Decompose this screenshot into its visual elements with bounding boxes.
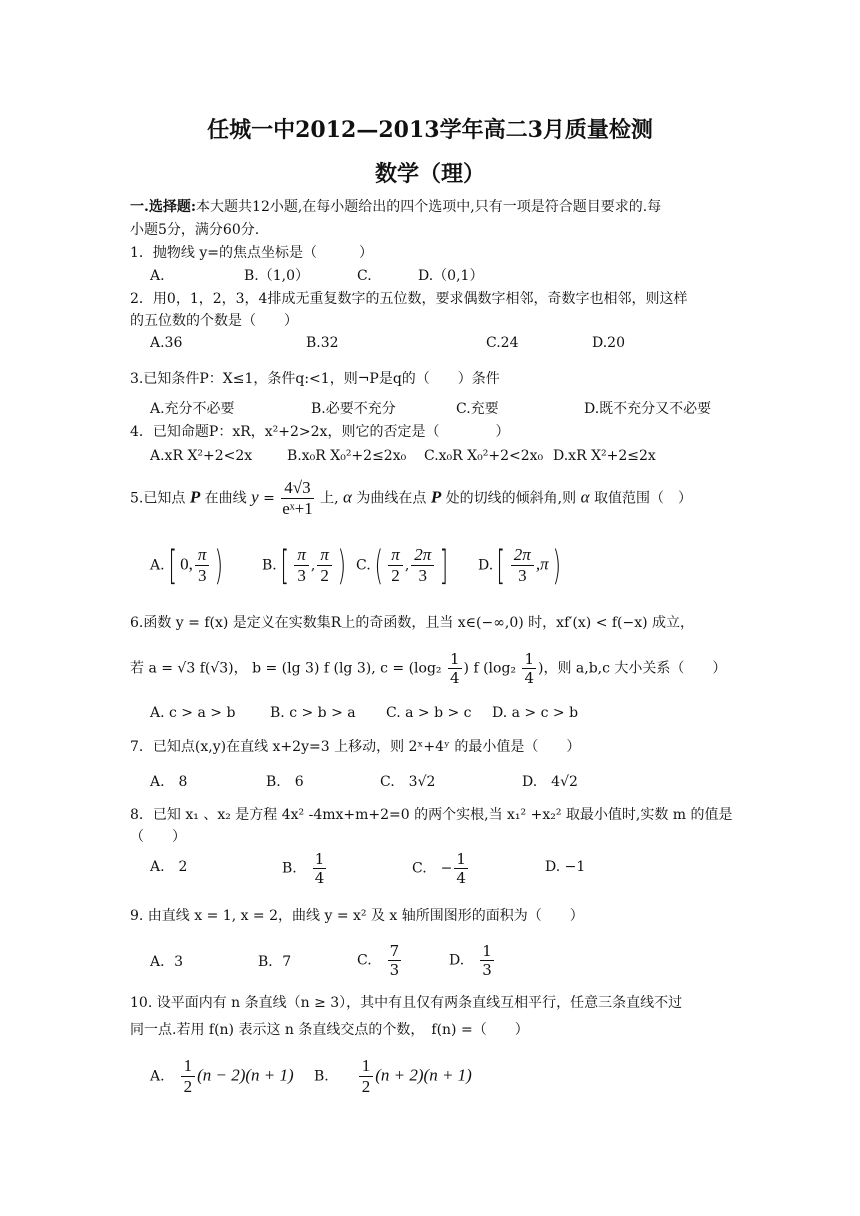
q9-d-d: 3 [482,961,492,979]
q6-option-b: B. c > b > a [270,705,356,721]
question-1-stem: 1．抛物线 y=的焦点坐标是（ ） [130,245,373,261]
q9-option-c [357,942,403,979]
q7-option-b: B. 6 [266,774,304,790]
q5-b-bracket-left: [ [280,542,289,589]
q6-line2b: ) f (log₂ [463,660,521,677]
q5-a-frac [195,545,210,586]
q5-b-n2: π [317,545,332,566]
q10-b-n: 1 [359,1056,374,1077]
q8-b-d: 4 [314,869,325,887]
q4-option-d: D.xR X²+2≤2x [553,448,656,464]
q10-option-a [150,1056,294,1097]
q9-c-frac [388,942,402,979]
q5-b-label: B. [262,557,277,574]
section-intro [130,198,661,216]
q5-mid: 在曲线 [204,490,247,507]
q5-c-n2: 2π [411,545,434,566]
q5-b-frac2 [317,545,332,586]
q5-c-d1: 2 [391,566,400,585]
q10-b-label: B. [314,1068,329,1085]
q1-option-b: B.（1,0） [244,268,310,284]
question-9-stem: 9. 由直线 x = 1, x = 2，曲线 y = x² 及 x 轴所围图形的面积为（ ） [130,908,584,924]
q6-n2: 1 [524,650,535,668]
q5-c-label: C. [356,557,371,574]
q8-b-label: B. [282,860,297,877]
q5-d-n1: 2π [511,545,534,566]
q5-b-d1: 3 [297,566,306,585]
q5-a-bracket-right: ) [214,542,224,589]
q5-option-d [478,542,564,589]
q5-d-d1: 3 [518,566,527,585]
q6-option-a: A. c > a > b [150,705,236,721]
q6-line2a: 若 a = √3 f(√3)， b = (lg 3) f (lg 3), c = (log₂ [130,660,446,677]
q1-option-c: C. [357,268,372,284]
q5-b-n1: π [294,545,309,566]
q5-eq: = [263,490,275,507]
q4-option-c: C.x₀R X₀²+2<2x₀ [424,448,544,464]
q5-option-c: C.( $\frac{\pi}{2}$ , $\frac{2\pi}{3}$ ] [356,542,449,589]
q10-a-frac [181,1056,196,1097]
q2-option-c: C.24 [486,335,519,351]
q10-b-post: (n + 2)(n + 1) [375,1065,472,1085]
q3-option-d: D.既不充分又不必要 [584,401,712,417]
section-text: 本大题共12小题,在每小题给出的四个选项中,只有一项是符合题目要求的.每 [196,199,662,215]
q6-option-d: D. a > c > b [492,705,579,721]
section-label: 一.选择题: [130,199,197,215]
q6-d1: 4 [449,669,460,687]
q8-option-c [412,850,470,887]
q5-denominator: eˣ+1 [282,499,313,518]
q10-a-post: (n − 2)(n + 1) [197,1065,294,1085]
q8-option-d: D. −1 [545,859,586,875]
q5-post3: 处的切线的倾斜角,则 [445,490,577,507]
q6-d2: 4 [524,669,535,687]
q5-option-b: B.[ $\frac{\pi}{3}$ , $\frac{\pi}{2}$ ) [262,542,346,589]
q9-option-d [449,942,496,979]
q5-d-bracket-right: ) [552,542,561,589]
page-subtitle: 数学（理） [374,161,485,187]
question-6-stem: 6.函数 y = f(x) 是定义在实数集R上的奇函数，且当 x∈(−∞,0) 时，xf′(x) < f(−x) 成立， [130,615,695,631]
q5-a-bracket-left: [ [168,542,177,589]
q9-option-b: B．7 [258,954,292,970]
q3-option-c: C.充要 [456,401,499,417]
q8-b-n: 1 [314,850,325,868]
q2-option-d: D.20 [592,335,625,351]
q1-option-d: D.（0,1） [418,268,484,284]
q5-a-left: 0, [180,554,193,574]
q5-var-y: y [251,487,259,507]
q4-option-b: B.x₀R X₀²+2≤2x₀ [287,448,407,464]
q8-option-a: A. 2 [150,859,188,875]
q7-option-d: D. 4√2 [522,774,578,790]
question-8-stem-2: （ ） [130,829,186,845]
q5-d-right: ,π [535,554,549,574]
q5-c-n1: π [388,545,403,566]
q5-var-p: P [189,487,201,507]
question-6-stem-2 [130,650,726,687]
q5-a-label: A. [150,557,165,574]
q5-fraction [281,478,313,519]
q5-post4: 取值范围（ ） [593,490,692,507]
q5-c-bracket-right: ] [439,542,449,589]
q10-a-d: 2 [183,1077,193,1096]
q8-b-frac [313,850,327,887]
q6-frac1 [448,650,462,687]
q2-option-a: A.36 [150,335,183,351]
q8-c-label: C. − [412,860,453,877]
q5-numerator: 4√3 [281,478,313,499]
question-4-stem: 4．已知命题P：xR，x²+2>2x，则它的否定是（ ） [130,424,510,440]
q7-option-a: A. 8 [150,774,188,790]
question-2-stem-2: 的五位数的个数是（ ） [130,313,298,329]
q5-c-d2: 3 [418,566,428,585]
q5-d-bracket-left: [ [496,542,506,589]
q3-option-b: B.必要不充分 [311,401,396,417]
q3-option-a: A.充分不必要 [150,401,235,417]
q10-b-d: 2 [361,1077,371,1096]
q5-d-frac [511,545,534,586]
q6-line2c: )，则 a,b,c 大小关系（ ） [538,660,727,677]
q5-b-bracket-right: ) [337,542,346,589]
q10-a-n: 1 [181,1056,196,1077]
q5-var-p2: P [430,487,442,507]
q9-d-frac [480,942,494,979]
q8-c-n: 1 [456,850,466,868]
q5-option-a [150,542,227,589]
q10-b-frac [359,1056,374,1097]
page-title: 任城一中2012—2013学年高二3月质量检测 [207,117,653,143]
q9-c-n: 7 [389,942,400,960]
q8-c-frac [454,850,468,887]
q5-alpha: α [343,487,352,507]
q1-option-a: A. [150,268,165,284]
q5-pre: 5.已知点 [130,490,186,507]
q8-c-d: 4 [456,869,466,887]
question-8-stem: 8．已知 x₁ 、x₂ 是方程 4x² -4mx+m+2=0 的两个实根,当 x₁² +x₂² 取最小值时,实数 m 的值是 [130,807,733,823]
q10-option-b [314,1056,472,1097]
q9-c-label: C. [357,952,372,969]
q8-option-b [282,850,328,887]
question-10-stem: 10. 设平面内有 n 条直线（n ≥ 3），其中有且仅有两条直线互相平行，任意三条直线不过 [130,995,683,1011]
question-3-stem: 3.已知条件P：X≤1，条件q:<1，则¬P是q的（ ）条件 [130,371,500,387]
q5-b-frac1 [294,545,309,586]
q9-d-label: D. [449,952,465,969]
q9-d-n: 1 [482,942,492,960]
section-intro-2: 小题5分，满分60分. [130,222,260,238]
q5-b-d2: 2 [320,566,329,585]
q7-option-c: C. 3√2 [380,774,436,790]
q9-c-d: 3 [389,961,400,979]
q5-post2: 为曲线在点 [356,490,427,507]
q6-frac2 [522,650,536,687]
q5-alpha2: α [580,487,590,507]
q5-c-frac1 [388,545,403,586]
q5-post: 上, [320,490,339,507]
question-2-stem: 2．用0，1，2，3，4排成无重复数字的五位数，要求偶数字相邻，奇数字也相邻，则这样 [130,291,688,307]
q6-option-c: C. a > b > c [386,705,472,721]
q5-a-num: π [195,545,210,566]
question-5-stem [130,478,692,519]
q4-option-a: A.xR X²+2<2x [150,448,253,464]
q5-c-frac2 [411,545,434,586]
q9-option-a: A．3 [150,954,184,970]
question-10-stem-2: 同一点.若用 f(n) 表示这 n 条直线交点的个数， f(n) =（ ） [130,1022,529,1038]
q6-n1: 1 [449,650,460,668]
q10-a-label: A. [150,1068,165,1085]
q5-a-den: 3 [197,566,207,585]
question-7-stem: 7．已知点(x,y)在直线 x+2y=3 上移动，则 2ˣ+4ʸ 的最小值是（ ） [130,739,581,755]
q5-d-label: D. [478,557,494,574]
q5-c-bracket-left: ( [374,542,383,589]
q2-option-b: B.32 [306,335,339,351]
